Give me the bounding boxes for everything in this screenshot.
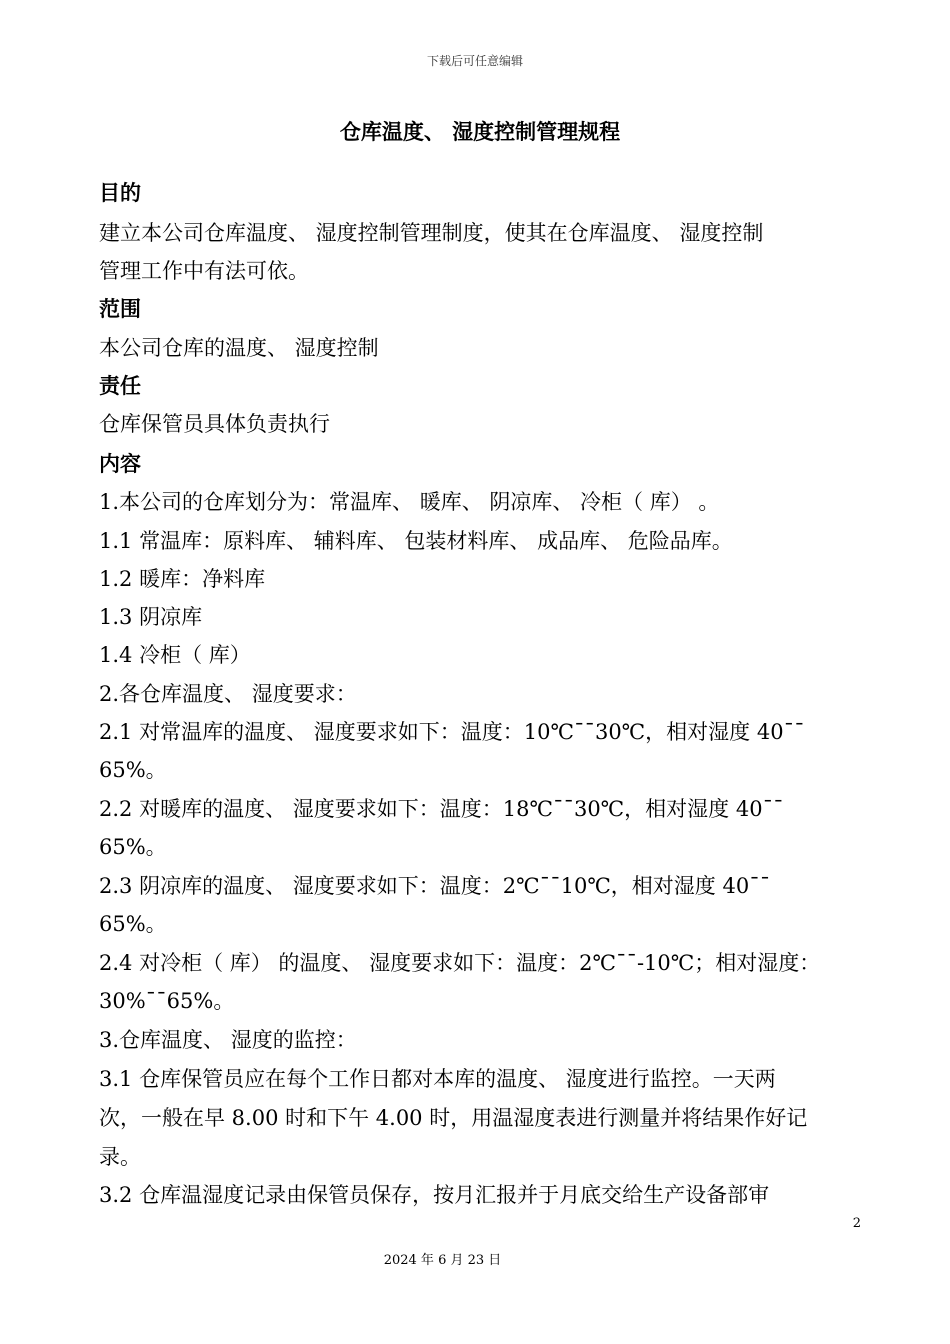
body-text-line: 1.4 冷柜（ 库） (99, 643, 251, 667)
document-title: 仓库温度、 湿度控制管理规程 (339, 120, 621, 144)
section-heading: 责任 (99, 374, 141, 398)
section-heading: 目的 (99, 181, 141, 205)
body-text-line: 1.1 常温库：原料库、 辅料库、 包装材料库、 成品库、 危险品库。 (99, 529, 733, 553)
body-text-line: 仓库保管员具体负责执行 (99, 412, 330, 436)
body-text-line: 1.3 阴凉库 (99, 605, 203, 629)
body-text-line: 管理工作中有法可依。 (99, 259, 309, 283)
header-note: 下载后可任意编辑 (426, 54, 523, 68)
page-number: 2 (852, 1216, 861, 1231)
body-text-line: 1.本公司的仓库划分为：常温库、 暖库、 阴凉库、 冷柜（ 库） 。 (99, 490, 720, 514)
body-text-line: 2.1 对常温库的温度、 湿度要求如下：温度：10℃¯¯30℃，相对湿度 40¯¯ (99, 720, 805, 744)
section-heading: 内容 (99, 452, 141, 476)
body-text-line: 3.仓库温度、 湿度的监控： (99, 1028, 357, 1052)
section-heading: 范围 (99, 297, 141, 321)
body-text-line: 2.4 对冷柜（ 库） 的温度、 湿度要求如下：温度：2℃¯¯-10℃；相对湿度： (99, 951, 821, 975)
body-text-line: 次，一般在早 8.00 时和下午 4.00 时，用温湿度表进行测量并将结果作好记 (99, 1106, 808, 1130)
body-text-line: 1.2 暖库：净料库 (99, 567, 266, 591)
body-text-line: 65%。 (99, 912, 167, 936)
body-text-line: 3.1 仓库保管员应在每个工作日都对本库的温度、 湿度进行监控。一天两 (99, 1067, 776, 1091)
body-text-line: 2.各仓库温度、 湿度要求： (99, 682, 357, 706)
body-text-line: 2.3 阴凉库的温度、 湿度要求如下：温度：2℃¯¯10℃，相对湿度 40¯¯ (99, 874, 771, 898)
body-text-line: 65%。 (99, 835, 167, 859)
body-text-line: 录。 (99, 1145, 141, 1169)
body-text-line: 本公司仓库的温度、 湿度控制 (99, 336, 379, 360)
body-text-line: 建立本公司仓库温度、 湿度控制管理制度，使其在仓库温度、 湿度控制 (99, 221, 764, 245)
body-text-line: 65%。 (99, 758, 167, 782)
body-text-line: 2.2 对暖库的温度、 湿度要求如下：温度：18℃¯¯30℃，相对湿度 40¯¯ (99, 797, 784, 821)
body-text-line: 30%¯¯65%。 (99, 989, 235, 1013)
footer-date: 2024 年 6 月 23 日 (383, 1253, 502, 1268)
body-text-line: 3.2 仓库温湿度记录由保管员保存，按月汇报并于月底交给生产设备部审 (99, 1183, 770, 1207)
